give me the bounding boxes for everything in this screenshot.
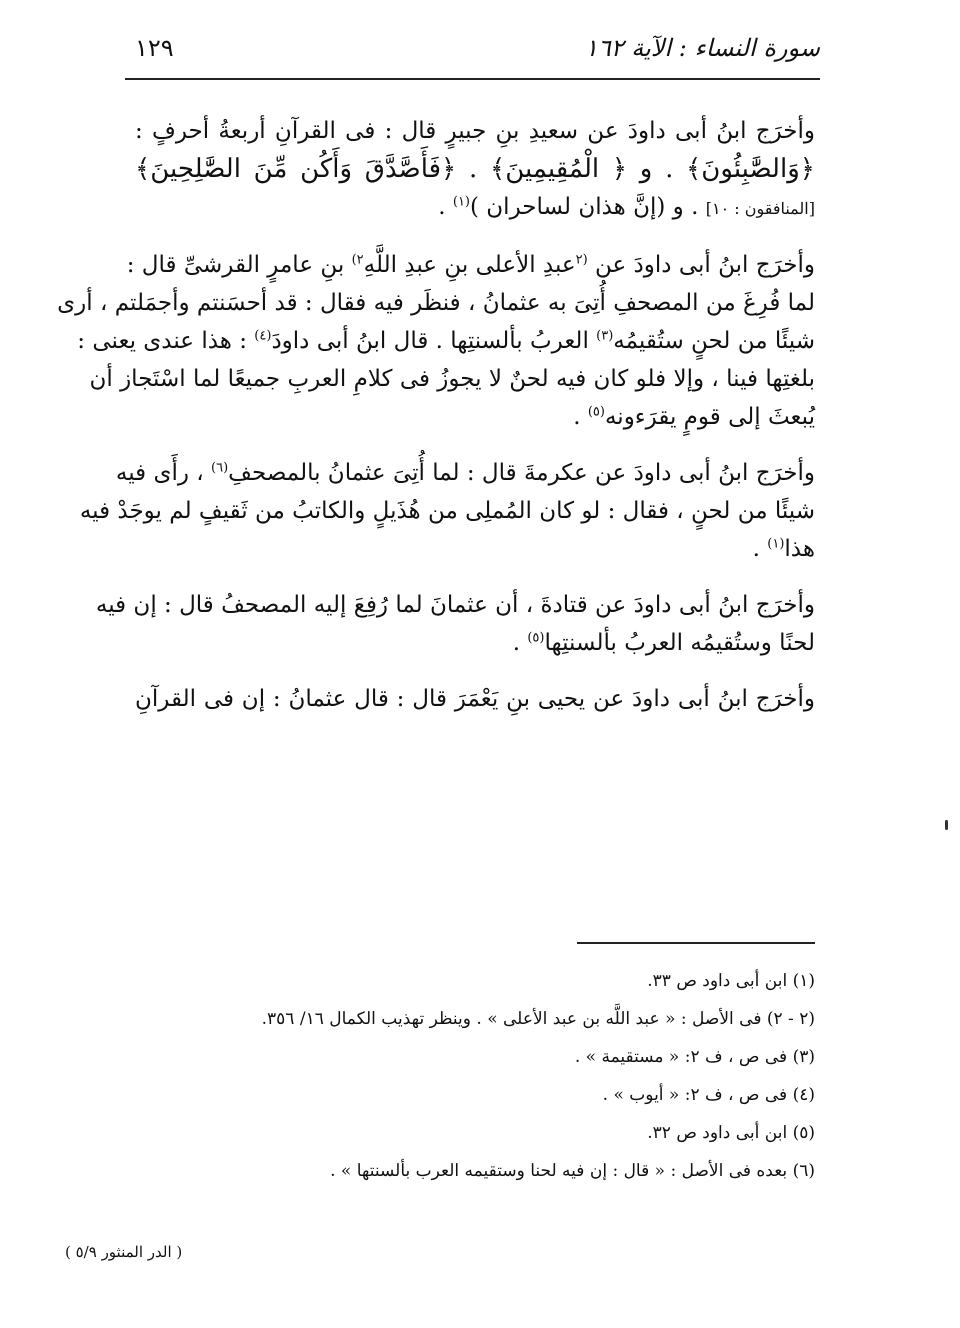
text-line: بلغتِها فينا ، وإلا فلو كان فيه لحنٌ لا يجوزُ فى كلامِ العربِ جميعًا لما اسْتَجاز أن <box>89 366 815 392</box>
footnote: (٢ - ٢) فى الأصل : « عبد اللَّه بن عبد الأعلى » . وينظر تهذيب الكمال ١٦/ ٣٥٦. <box>261 1009 815 1029</box>
footnote-marker: ٢) <box>351 252 364 268</box>
text-line: وأخرَج ابنُ أبى داودَ عن سعيدِ بنِ جبيرٍ قال : فى القرآنِ أربعةُ أحرفٍ : <box>135 118 815 144</box>
footnote: (٣) فى ص ، ف ٢: « مستقيمة » . <box>574 1047 815 1067</box>
text-line: لما فُرِغَ من المصحفِ أُتِىَ به عثمانُ ، فنظَر فيه فقال : قد أحسَنتم وأجمَلتم ، أرى <box>57 290 815 316</box>
footnote-marker: (٥) <box>587 404 605 420</box>
footnote-marker: (١) <box>452 194 470 210</box>
quran-quote-line: ﴿وَالصَّٰبِئُونَ﴾ . و ﴿ الْمُقِيمِينَ﴾ . ﴿فَأَصَّدَّقَ وَأَكُن مِّنَ الصَّٰلِحِينَ﴾ <box>135 154 815 184</box>
text-line: وأخرَج ابنُ أبى داودَ عن يحيى بنِ يَعْمَرَ قال : قال عثمانُ : إن فى القرآنِ <box>135 686 815 712</box>
text-line: شيئًا من لحنٍ ، فقال : لو كان المُملِى من هُذَيلٍ والكاتبُ من ثَقيفٍ لم يوجَدْ فيه <box>79 498 815 524</box>
page-number: ١٢٩ <box>135 34 174 62</box>
footnote-marker: (١) <box>767 536 785 552</box>
main-text <box>57 112 815 736</box>
surah-reference: [المنافقون : ١٠] <box>705 199 815 218</box>
text-line: شيئًا من لحنٍ ستُقيمُه$^{(٣)}$ العربُ بألسنتِها . قال ابنُ أبى داودَ$^{(٤)}$ : هذا عندى يعنى : <box>77 328 815 354</box>
scan-mark <box>945 820 948 830</box>
paragraph-5 <box>135 680 815 718</box>
text-line: يُبعثَ إلى قومٍ يقرَءونه$^{(٥)}$ . <box>573 404 815 430</box>
footnote-marker: (٦) <box>211 460 229 476</box>
footnote-marker: (٤) <box>254 328 272 344</box>
printer-signature: ( الدر المنثور ٥/٩ ) <box>65 1243 183 1261</box>
text-line: هذا$^{(١)}$ . <box>752 536 815 562</box>
footnotes <box>135 962 815 1190</box>
footnote: (٤) فى ص ، ف ٢: « أيوب » . <box>602 1085 815 1105</box>
footnote-marker: (٣) <box>596 328 614 344</box>
text-line: وأخرَج ابنُ أبى داودَ عن $^{(٢}$عبدِ الأعلى بنِ عبدِ اللَّهِ$^{٢)}$ بنِ عامرٍ القرشىِّ قال : <box>126 252 815 278</box>
text-line: لحنًا وستُقيمُه العربُ بألسنتِها$^{(٥)}$ . <box>512 630 815 656</box>
footnote: (٦) بعده فى الأصل : « قال : إن فيه لحنا وستقيمه العرب بألسنتها » . <box>330 1161 815 1181</box>
footnote-marker: (٥) <box>527 630 545 646</box>
text-line: [المنافقون : ١٠] . و (إنَّ هذان لساحران )$^{(١)}$ . <box>438 194 815 220</box>
paragraph-2 <box>57 246 815 436</box>
text-line: وأخرَج ابنُ أبى داودَ عن قتادةَ ، أن عثمانَ لما رُفِعَ إليه المصحفُ قال : إن فيه <box>95 592 815 618</box>
header-rule <box>125 78 820 80</box>
footnote-rule <box>577 942 815 944</box>
footnote: (٥) ابن أبى داود ص ٣٢. <box>647 1123 815 1143</box>
paragraph-3 <box>79 454 815 568</box>
page-header <box>125 28 820 76</box>
paragraph-4 <box>95 586 815 662</box>
footnote: (١) ابن أبى داود ص ٣٣. <box>647 971 815 991</box>
footnote-marker: (٢ <box>575 252 588 268</box>
running-title: سورة النساء : الآية ١٦٢ <box>584 34 820 62</box>
paragraph-1 <box>135 112 815 228</box>
text-line: وأخرَج ابنُ أبى داودَ عن عكرمةَ قال : لما أُتِىَ عثمانُ بالمصحفِ$^{(٦)}$ ، رأَى فيه <box>115 460 815 486</box>
